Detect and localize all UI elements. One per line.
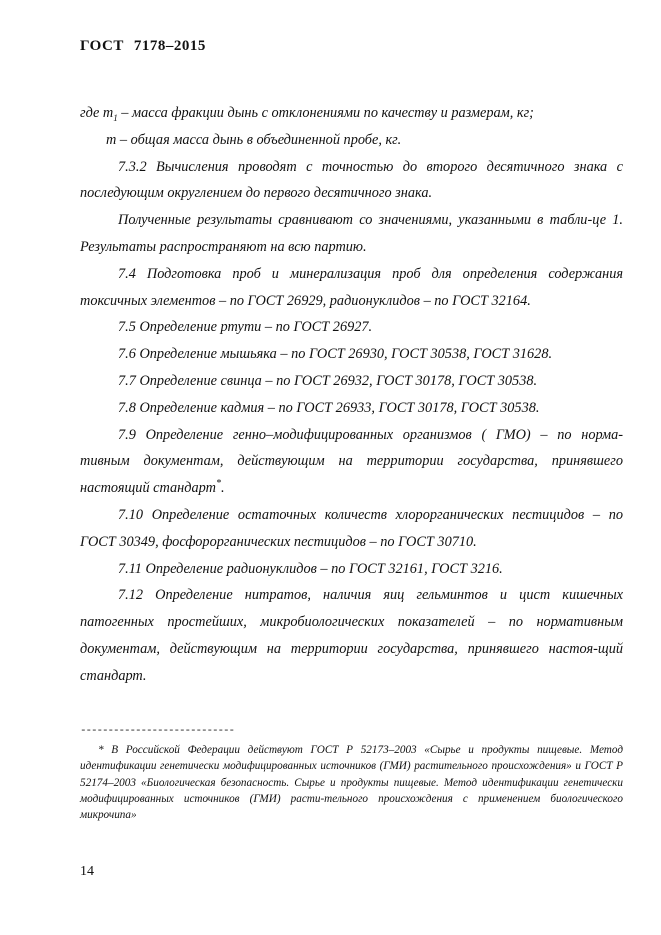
clause-7-7: 7.7 Определение свинца – по ГОСТ 26932, ГОСТ 30178, ГОСТ 30538. <box>118 372 538 389</box>
clause-7-3-2: 7.3.2 Вычисления проводят с точностью до второго десятичного знака с последующим округлением до первого десятичного знака. <box>80 158 623 202</box>
clause-7-9: 7.9 Определение генно–модифицированных организмов ( ГМО) – по норма-тивным документам, действующим на территории государства, принявшего настоящий стандарт*. <box>80 426 623 497</box>
formula-legend-m1: где $m_1$ – масса фракции дынь с отклонениями по качеству и размерам, кг; <box>80 105 534 123</box>
formula-legend-m: m – общая масса дынь в объединенной пробе, кг. <box>106 131 402 148</box>
footnote <box>80 742 623 823</box>
page-number: 14 <box>80 864 94 879</box>
clause-7-8: 7.8 Определение кадмия – по ГОСТ 26933, ГОСТ 30178, ГОСТ 30538. <box>118 399 540 416</box>
footnote-text: * В Российской Федерации действуют ГОСТ Р 52173–2003 «Сырье и продукты пищевые. Метод идентификации генетически модифицированных источников (ГМИ) растительного происхождения» и ГОСТ Р 52174–2003 «Биологическая безопасность. Сырье и продукты пищевые. Метод идентификации генетически модифицированных источников (ГМИ) расти-тельного происхождения с применением биологического микрочипа» <box>80 744 623 822</box>
clause-7-4: 7.4 Подготовка проб и минерализация проб для определения содержания токсичных элементов – по ГОСТ 26929, радионуклидов – по ГОСТ 32164. <box>80 265 623 309</box>
clause-7-11: 7.11 Определение радионуклидов – по ГОСТ 32161, ГОСТ 3216. <box>118 560 503 577</box>
document-header <box>80 38 206 55</box>
clause-7-5: 7.5 Определение ртути – по ГОСТ 26927. <box>118 319 373 336</box>
clause-7-10: 7.10 Определение остаточных количеств хлорорганических пестицидов – по ГОСТ 30349, фосфорорганических пестицидов – по ГОСТ 30710. <box>80 506 623 550</box>
results-paragraph: Полученные результаты сравнивают со значениями, указанными в табли-це 1. Результаты распространяют на всю партию. <box>80 212 623 255</box>
main-text <box>80 100 623 690</box>
standard-label: ГОСТ <box>80 38 124 54</box>
clause-7-6: 7.6 Определение мышьяка – по ГОСТ 26930, ГОСТ 30538, ГОСТ 31628. <box>118 346 553 363</box>
footnote-separator: ---------------------------- <box>80 725 235 737</box>
standard-number: 7178–2015 <box>133 38 206 54</box>
clause-7-12: 7.12 Определение нитратов, наличия яиц гельминтов и цист кишечных патогенных простейших, микробиологических показателей – по нормативным документам, действующим на территории государства, принявшего настоя-щий стандарт. <box>80 587 623 684</box>
footnote-marker: * <box>215 478 221 490</box>
